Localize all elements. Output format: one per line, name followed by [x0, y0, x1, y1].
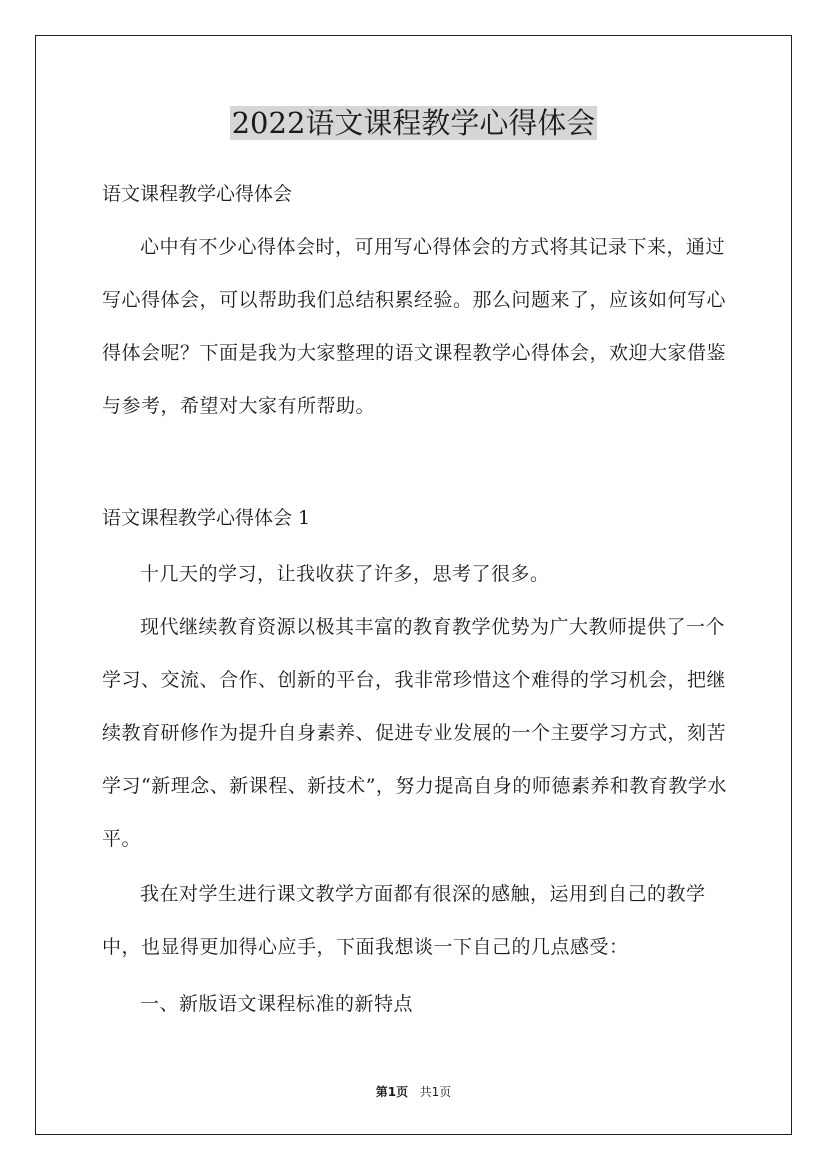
section-1-paragraph-4: 一、新版语文课程标准的新特点 — [140, 993, 414, 1015]
section-1-heading: 语文课程教学心得体会 1 — [102, 507, 311, 529]
document-subtitle: 语文课程教学心得体会 — [102, 183, 293, 205]
page-number: 第1页 — [375, 1085, 409, 1099]
intro-paragraph: 心中有不少心得体会时，可用写心得体会的方式将其记录下来，通过写心得体会，可以帮助我们总结积累经验。那么问题来了，应该如何写心得体会呢？下面是我为大家整理的语文课程教学心得体会，欢迎大家借鉴与参考，希望对大家有所帮助。 — [102, 236, 727, 417]
section-1-paragraph-3: 我在对学生进行课文教学方面都有很深的感触，运用到自己的教学中，也显得更加得心应手，下面我想谈一下自己的几点感受： — [102, 883, 706, 958]
page-footer — [0, 1082, 827, 1102]
page-total: 共1页 — [419, 1085, 452, 1099]
section-1-paragraph-1: 十几天的学习，让我收获了许多，思考了很多。 — [140, 563, 550, 585]
document-title — [0, 103, 827, 143]
section-1-paragraph-2: 现代继续教育资源以极其丰富的教育教学优势为广大教师提供了一个学习、交流、合作、创新的平台，我非常珍惜这个难得的学习机会，把继续教育研修作为提升自身素养、促进专业发展的一个主要学习方式，刻苦学习“新理念、新课程、新技术”，努力提高自身的师德素养和教育教学水平。 — [102, 616, 727, 850]
document-title-text: 2022语文课程教学心得体会 — [231, 106, 596, 140]
